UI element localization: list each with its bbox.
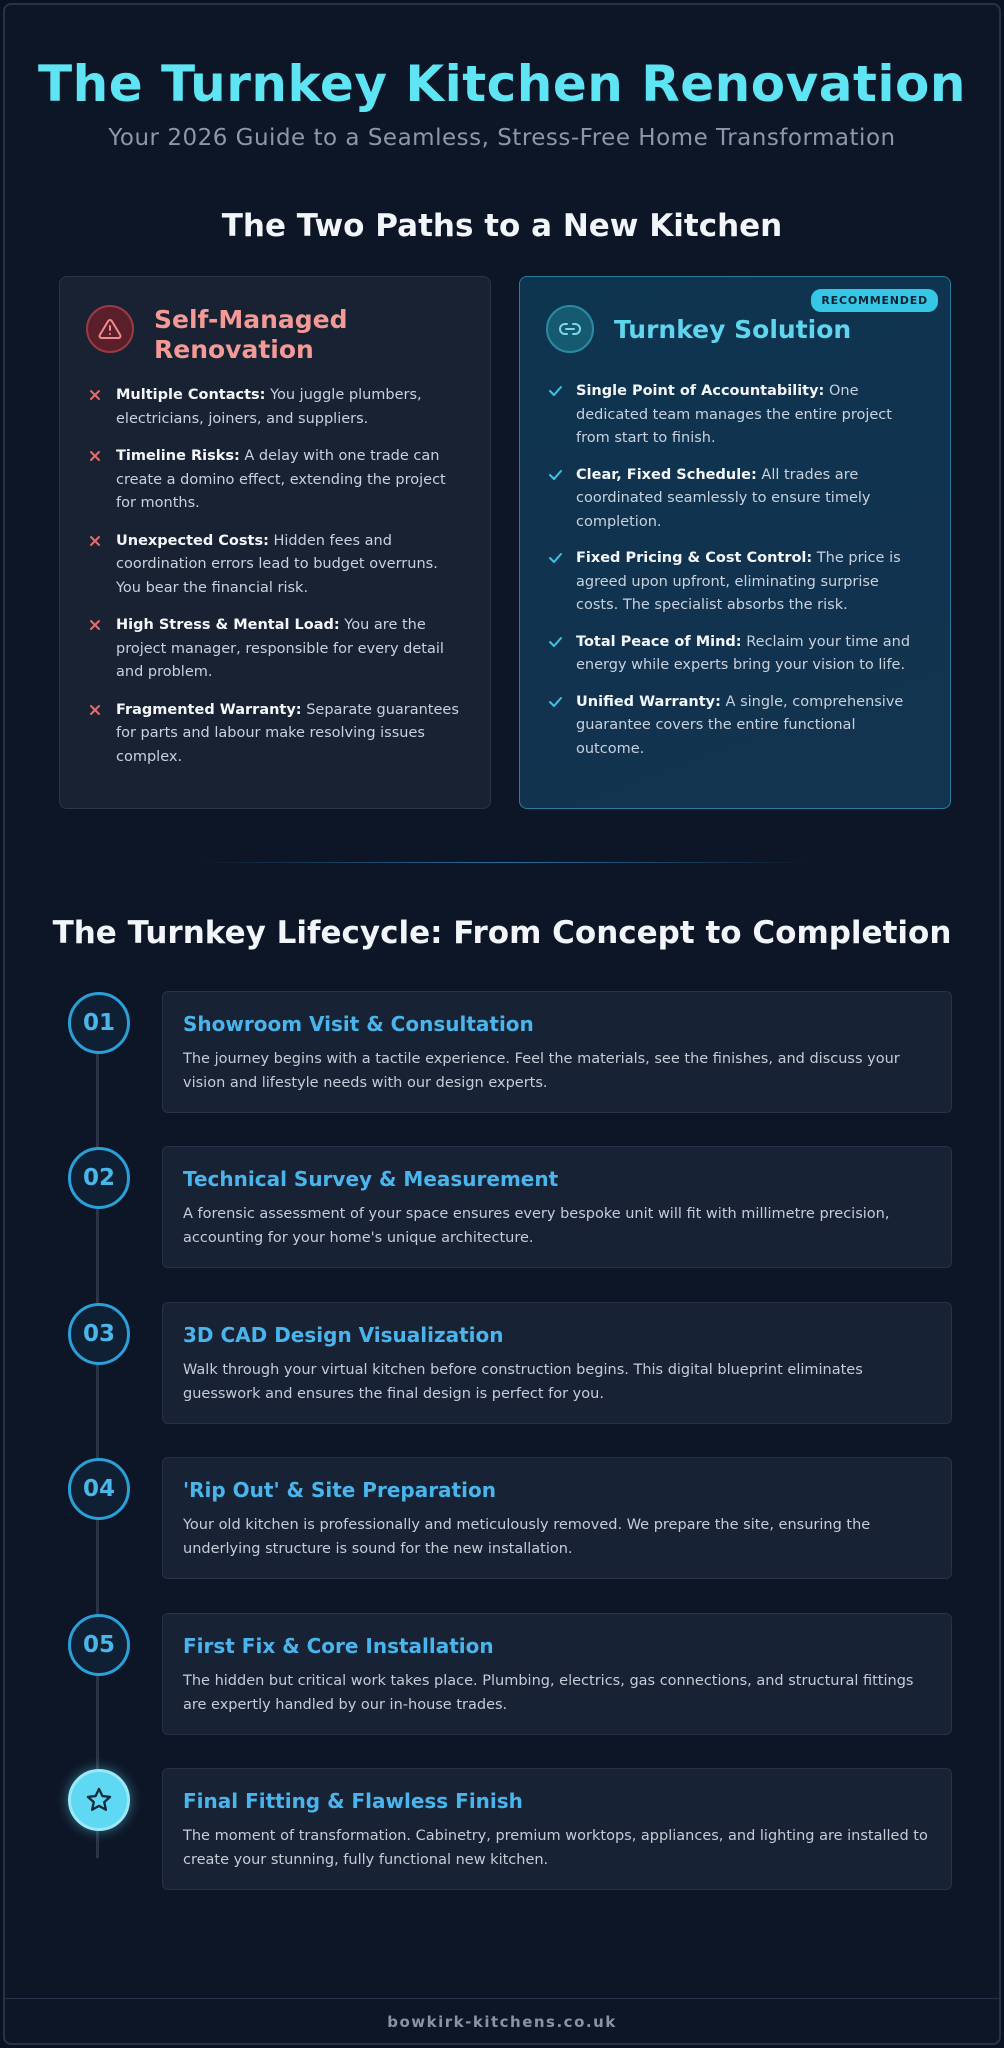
list-item <box>88 530 464 601</box>
item-label: Fixed Pricing & Cost Control: <box>576 550 813 566</box>
item-text: You juggle plumbers, electricians, joiners, and suppliers. <box>116 387 422 427</box>
warning-icon <box>86 305 134 353</box>
step-title: Final Fitting & Flawless Finish <box>183 1789 523 1813</box>
check-icon <box>548 694 563 718</box>
cross-icon <box>88 702 102 726</box>
section-divider <box>195 862 815 863</box>
step-description: The hidden but critical work takes place. Plumbing, electrics, gas connections, and structural fittings are expertly handled by our in-house trades. <box>183 1673 914 1713</box>
item-label: Unexpected Costs: <box>116 532 269 549</box>
list-item <box>88 699 464 770</box>
self-managed-list <box>88 384 464 783</box>
page-subtitle: Your 2026 Guide to a Seamless, Stress-Free Home Transformation <box>108 125 896 151</box>
item-label: High Stress & Mental Load: <box>116 617 340 633</box>
cross-icon <box>88 617 102 641</box>
check-icon <box>548 634 563 658</box>
item-label: Unified Warranty: <box>576 693 721 710</box>
self-managed-card <box>59 276 491 809</box>
step-title: 3D CAD Design Visualization <box>183 1323 504 1347</box>
step-number: 02 <box>68 1147 130 1209</box>
turnkey-card <box>519 276 951 809</box>
list-item <box>88 384 464 431</box>
step-number: 04 <box>68 1458 130 1520</box>
item-text: Hidden fees and coordination errors lead to budget overruns. You bear the financial risk. <box>116 532 438 596</box>
item-text: Separate guarantees for parts and labour make resolving issues complex. <box>116 701 459 765</box>
footer-divider <box>5 1998 999 1999</box>
step-title: Technical Survey & Measurement <box>183 1167 559 1191</box>
step-description: A forensic assessment of your space ensures every bespoke unit will fit with millimetre precision, accounting for your home's unique architecture. <box>183 1206 890 1246</box>
step-title: Showroom Visit & Consultation <box>183 1012 534 1036</box>
turnkey-title: Turnkey Solution <box>614 315 852 344</box>
step-description: The journey begins with a tactile experience. Feel the materials, see the finishes, and discuss your vision and lifestyle needs with our design experts. <box>183 1051 900 1091</box>
step-number: 03 <box>68 1303 130 1365</box>
item-text: You are the project manager, responsible for every detail and problem. <box>116 617 444 680</box>
list-item <box>88 445 464 516</box>
cross-icon <box>88 448 102 472</box>
infographic <box>3 3 1001 2045</box>
step-card <box>162 1457 952 1579</box>
check-icon <box>548 467 563 491</box>
cross-icon <box>88 533 102 557</box>
step-description: Your old kitchen is professionally and meticulously removed. We prepare the site, ensuring the underlying structure is sound for the new installation. <box>183 1517 871 1557</box>
header <box>5 55 999 151</box>
item-text: All trades are coordinated seamlessly to ensure timely completion. <box>576 466 871 530</box>
step-number: 05 <box>68 1614 130 1676</box>
list-item <box>548 547 924 618</box>
footer-url: bowkirk-kitchens.co.uk <box>387 2013 617 2031</box>
list-item <box>548 380 924 451</box>
item-label: Single Point of Accountability: <box>576 383 825 399</box>
item-text: The price is agreed upon upfront, eliminating surprise costs. The specialist absorbs the risk. <box>576 550 901 613</box>
item-text: A delay with one trade can create a domino effect, extending the project for months. <box>116 448 446 511</box>
item-text: Reclaim your time and energy while experts bring your vision to life. <box>576 633 911 673</box>
step-card <box>162 1146 952 1268</box>
step-description: Walk through your virtual kitchen before construction begins. This digital blueprint eliminates guesswork and ensures the final design is perfect for you. <box>183 1362 863 1402</box>
step-card <box>162 991 952 1113</box>
step-card <box>162 1613 952 1735</box>
list-item <box>88 614 464 685</box>
item-label: Fragmented Warranty: <box>116 701 302 718</box>
link-icon <box>546 305 594 353</box>
cross-icon <box>88 387 102 411</box>
list-item <box>548 631 924 678</box>
turnkey-list <box>548 380 924 774</box>
step-title: First Fix & Core Installation <box>183 1634 494 1658</box>
step-card <box>162 1302 952 1424</box>
step-number: 01 <box>68 992 130 1054</box>
star-icon <box>68 1769 130 1831</box>
item-text: A single, comprehensive guarantee covers the entire functional outcome. <box>576 693 904 757</box>
item-label: Multiple Contacts: <box>116 387 266 403</box>
list-item <box>548 464 924 535</box>
step-title: 'Rip Out' & Site Preparation <box>183 1478 496 1502</box>
item-text: One dedicated team manages the entire project from start to finish. <box>576 383 892 446</box>
check-icon <box>548 550 563 574</box>
lifecycle-section-title: The Turnkey Lifecycle: From Concept to Completion <box>52 915 952 951</box>
recommended-badge: RECOMMENDED <box>811 289 938 312</box>
step-description: The moment of transformation. Cabinetry, premium worktops, appliances, and lighting are installed to create your stunning, fully functional new kitchen. <box>183 1828 928 1868</box>
self-managed-title: Self-Managed Renovation <box>154 305 348 364</box>
page-title: The Turnkey Kitchen Renovation <box>38 55 966 113</box>
step-card <box>162 1768 952 1890</box>
comparison-section-title: The Two Paths to a New Kitchen <box>221 208 783 244</box>
item-label: Total Peace of Mind: <box>576 633 742 650</box>
item-label: Timeline Risks: <box>116 448 240 464</box>
check-icon <box>548 383 563 407</box>
list-item <box>548 691 924 762</box>
item-label: Clear, Fixed Schedule: <box>576 466 757 483</box>
